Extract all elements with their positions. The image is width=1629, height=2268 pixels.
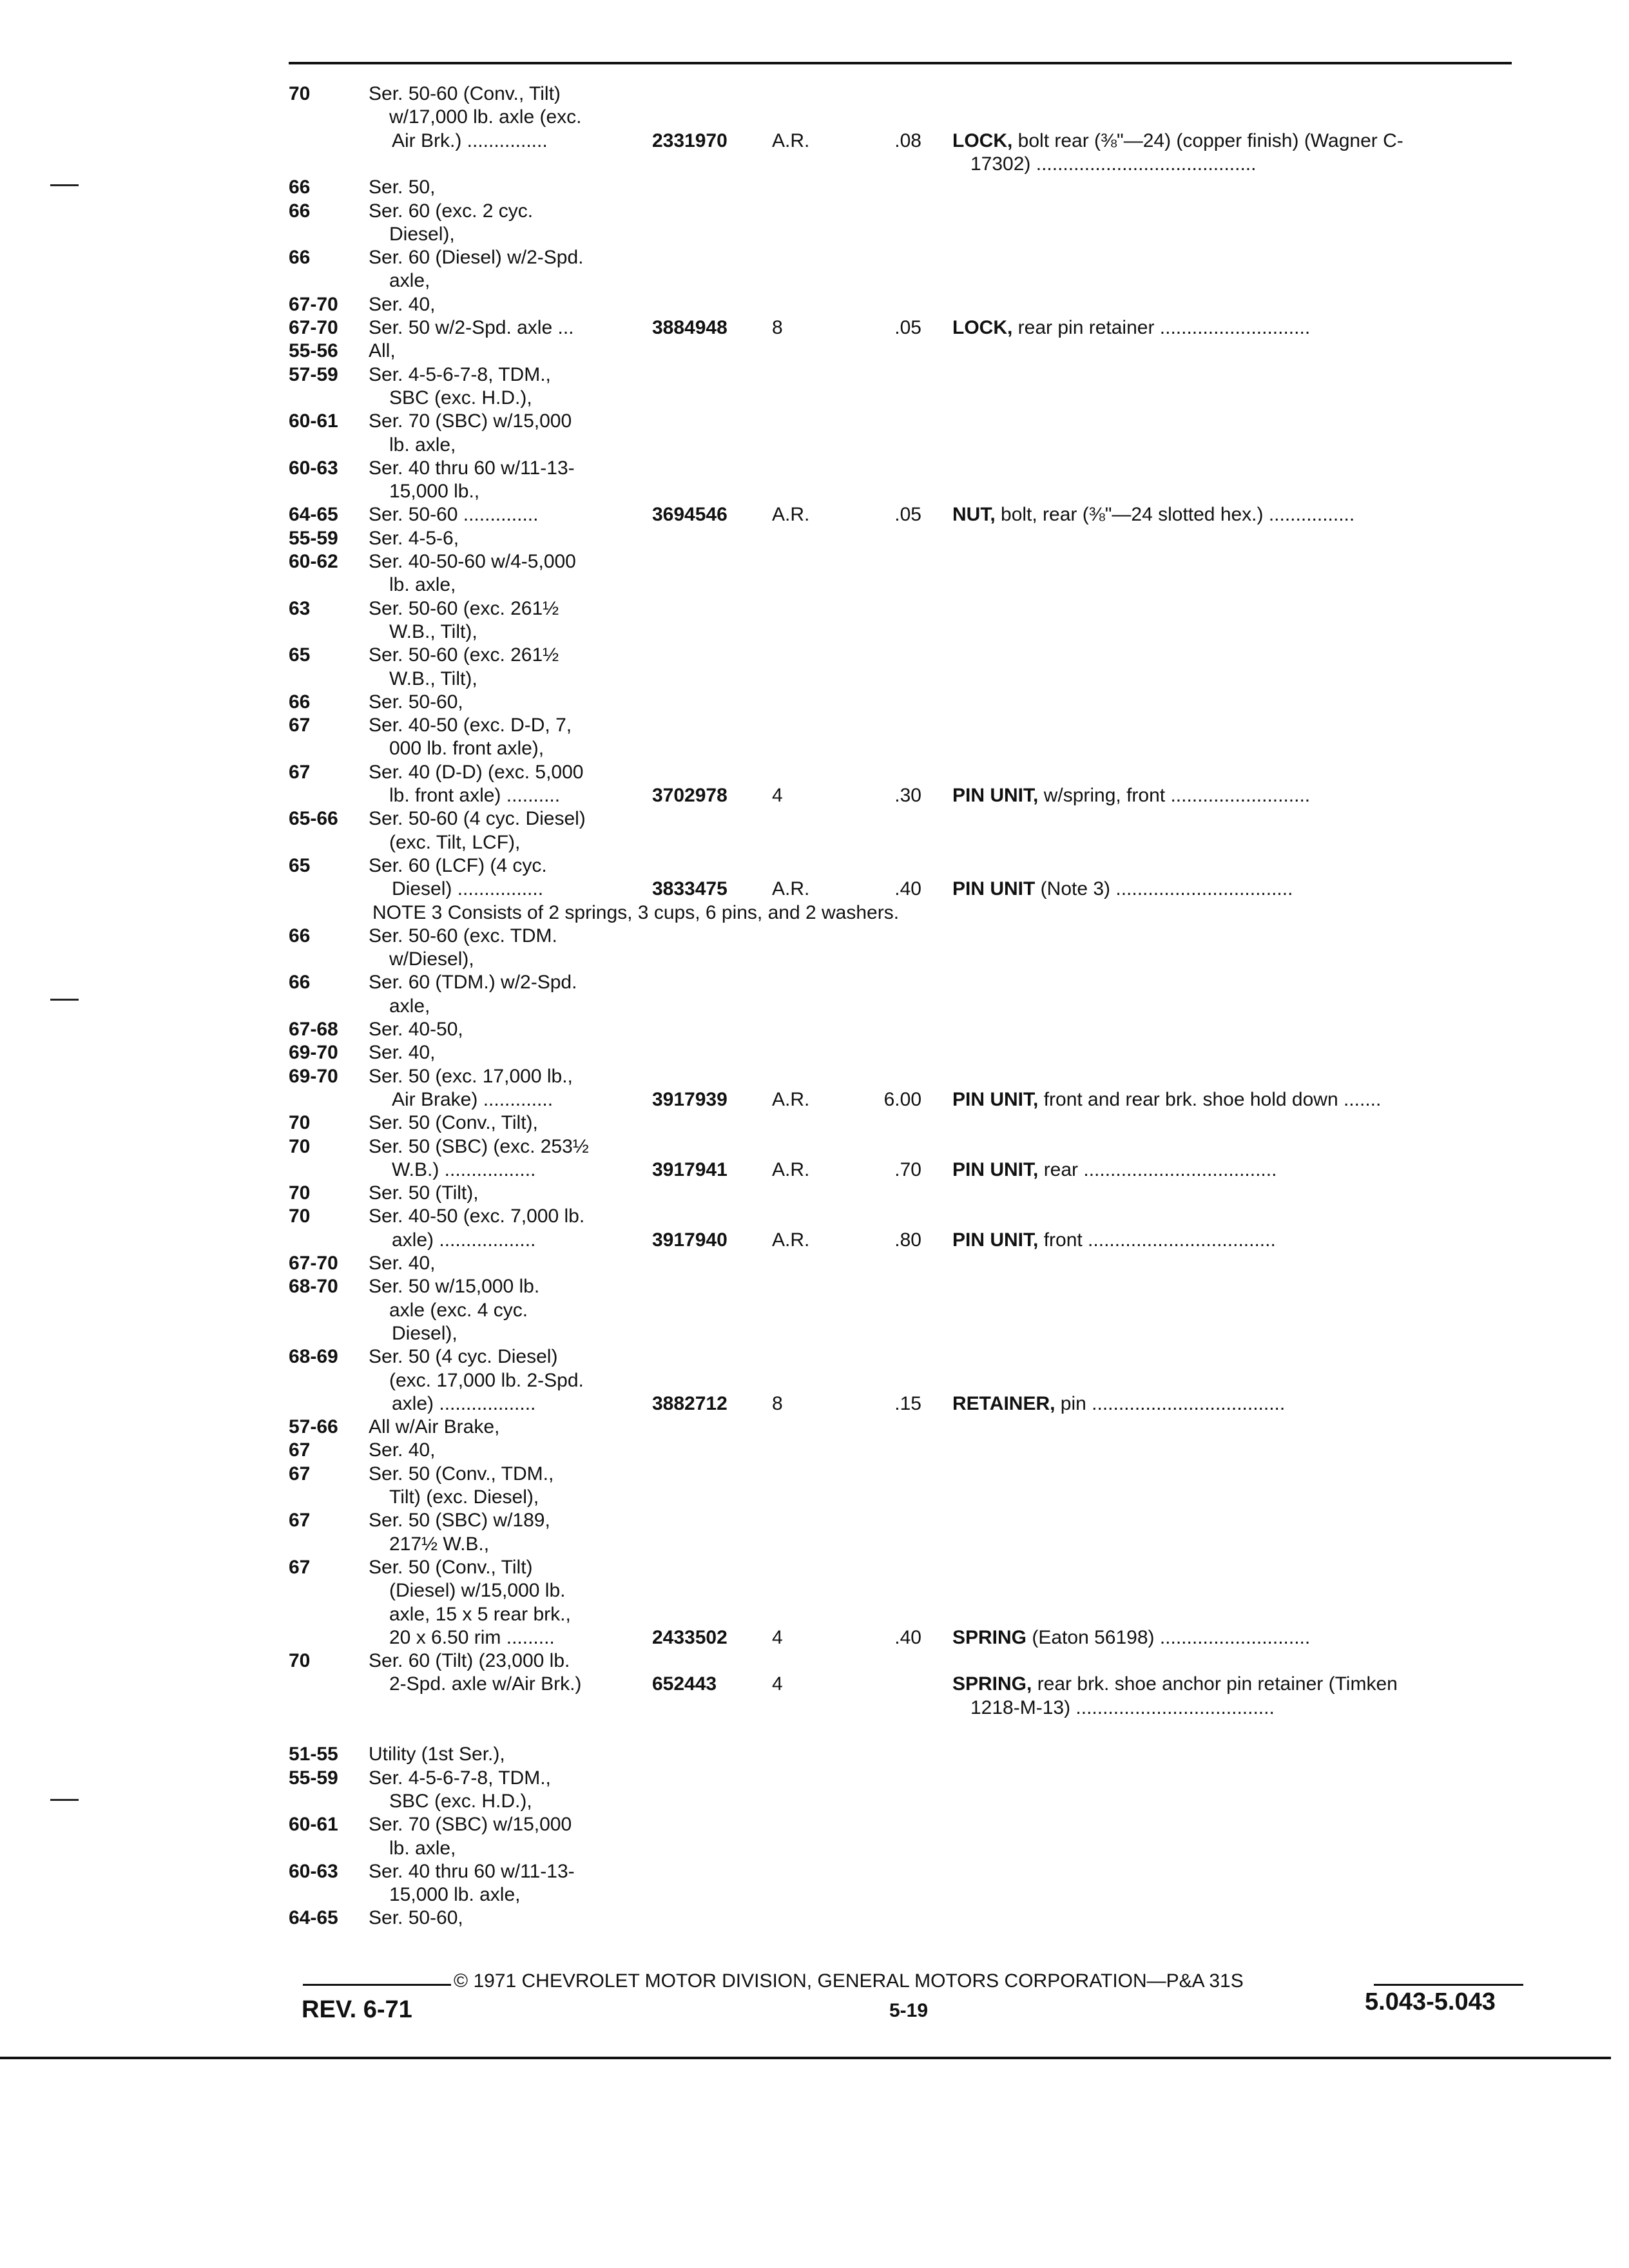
table-row [0,503,1629,526]
price: .40 [894,878,921,900]
part-description: w/spring, front .......................... [1038,785,1311,806]
application: Ser. 40-50-60 w/4-5,000 [369,551,576,572]
model-year: 67 [289,1463,311,1485]
table-row [0,620,1629,644]
application: Ser. 50-60 (exc. 261½ [369,597,559,619]
table-row [0,1041,1629,1064]
table-row [0,200,1629,223]
model-year: 67-68 [289,1019,338,1040]
price: .05 [894,317,921,338]
application: Ser. 4-5-6, [369,527,459,549]
table-row [0,1907,1629,1930]
application: Ser. 40, [369,293,436,315]
copyright-line: © 1971 CHEVROLET MOTOR DIVISION, GENERAL MOTORS CORPORATION—P&A 31S [454,1970,1244,1992]
application: lb. axle, [389,1837,456,1859]
price: .15 [894,1392,921,1414]
application: Ser. 60 (Diesel) w/2-Spd. [369,247,584,269]
model-year: 68-69 [289,1346,338,1368]
table-row [0,1649,1629,1673]
table-row [0,1369,1629,1392]
table-row [0,316,1629,340]
model-year: 55-59 [289,527,338,549]
model-year: 70 [289,1206,311,1227]
top-rule [289,62,1512,64]
application: (exc. 17,000 lb. 2-Spd. [389,1369,584,1391]
table-row [0,668,1629,691]
part-description: rear pin retainer ............................ [1012,317,1311,338]
price: .08 [894,130,921,151]
part-name: PIN UNIT, [952,1088,1039,1110]
application: lb. axle, [389,574,456,596]
model-year: 66 [289,247,311,269]
table-row [0,130,1629,153]
table-row [0,878,1629,901]
part-name: LOCK, [952,130,1013,151]
model-year: 60-63 [289,1860,338,1882]
application: Ser. 60 (exc. 2 cyc. [369,200,534,222]
table-row [0,1229,1629,1252]
quantity: A.R. [772,1088,810,1110]
model-year: 57-59 [289,363,338,385]
application: Ser. 40 thru 60 w/11-13- [369,457,575,479]
application: axle (exc. 4 cyc. [389,1299,528,1321]
table-row [0,995,1629,1018]
model-year: 55-56 [289,340,338,362]
table-row [0,106,1629,129]
application: Ser. 4-5-6-7-8, TDM., [369,363,551,385]
model-year: 67 [289,1439,311,1461]
quantity: A.R. [772,504,810,526]
table-row [0,1743,1629,1766]
table-row [0,1088,1629,1111]
table-row [0,1158,1629,1182]
description-continued: 1218-M-13) ..................................... [970,1696,1275,1718]
quantity: 4 [772,1673,783,1695]
quantity: 4 [772,785,783,806]
table-row [0,784,1629,807]
model-year: 66 [289,691,311,713]
model-year: 69-70 [289,1065,338,1087]
part-name: PIN UNIT, [952,785,1039,806]
application: 2-Spd. axle w/Air Brk.) [389,1673,582,1695]
application: Ser. 50-60 (4 cyc. Diesel) [369,808,586,830]
table-row [0,1111,1629,1135]
model-year: 70 [289,1182,311,1204]
description [952,1158,1513,1182]
model-year: 63 [289,597,311,619]
part-description: pin .................................... [1055,1392,1286,1414]
table-row [0,527,1629,550]
application: Tilt) (exc. Diesel), [389,1486,539,1508]
part-name: RETAINER, [952,1392,1055,1414]
model-year: 67-70 [289,293,338,315]
table-row [0,1392,1629,1416]
table-row [0,176,1629,199]
table-row [0,1603,1629,1626]
application: SBC (exc. H.D.), [389,1790,532,1812]
part-number: 3833475 [652,878,728,900]
application: Air Brk.) ............... [392,130,548,151]
application: W.B.) ................. [392,1158,536,1180]
table-row [0,1860,1629,1883]
table-row [0,1322,1629,1345]
table-row [0,807,1629,831]
application: lb. axle, [389,434,456,456]
description [952,1229,1513,1252]
quantity: 4 [772,1626,783,1648]
table-row [0,1065,1629,1088]
part-name: PIN UNIT, [952,1158,1039,1180]
part-number: 3917939 [652,1088,728,1110]
application: axle, [389,995,430,1017]
table-row [0,1135,1629,1158]
part-name: LOCK, [952,317,1013,338]
application: W.B., Tilt), [389,668,477,689]
model-year: 70 [289,1112,311,1134]
part-number: 2331970 [652,130,728,151]
table-row [0,1416,1629,1439]
application: Ser. 50 (4 cyc. Diesel) [369,1346,558,1368]
application: Ser. 40, [369,1439,436,1461]
table-row [0,1345,1629,1369]
table-row [0,831,1629,854]
application: Ser. 50 (SBC) (exc. 253½ [369,1135,589,1157]
table-row [0,387,1629,410]
application: Ser. 4-5-6-7-8, TDM., [369,1767,551,1789]
application: axle) .................. [392,1392,536,1414]
description [952,1392,1513,1416]
part-name: SPRING [952,1626,1027,1648]
application: lb. front axle) .......... [389,785,561,806]
table-row [0,573,1629,597]
application: Ser. 50-60 .............. [369,504,539,526]
application: Diesel), [389,223,455,245]
table-row [0,1883,1629,1907]
application: Ser. 50 w/15,000 lb. [369,1276,540,1298]
model-year: 65-66 [289,808,338,830]
part-name: PIN UNIT [952,878,1036,900]
part-number: 2433502 [652,1626,728,1648]
table-row [0,1813,1629,1836]
table-row [0,340,1629,363]
revision-label: REV. 6-71 [302,1996,412,2023]
model-year: 60-61 [289,1814,338,1836]
model-year: 70 [289,1135,311,1157]
application: Ser. 40 (D-D) (exc. 5,000 [369,761,584,783]
application: Ser. 50 (SBC) w/189, [369,1510,550,1532]
application: Ser. 50 (exc. 17,000 lb., [369,1065,573,1087]
application: Ser. 50 (Conv., Tilt), [369,1112,538,1134]
table-row [0,901,1629,925]
application: Air Brake) ............. [392,1088,554,1110]
part-number: 3694546 [652,504,728,526]
application: SBC (exc. H.D.), [389,387,532,408]
table-row [0,1509,1629,1532]
price: 6.00 [883,1088,921,1110]
part-number: 3882712 [652,1392,728,1414]
application: Ser. 40, [369,1253,436,1274]
quantity: 8 [772,317,783,338]
model-year: 67 [289,761,311,783]
table-row [0,550,1629,573]
application: All, [369,340,396,362]
table-row [0,971,1629,994]
application: Ser. 50-60 (Conv., Tilt) [369,83,561,104]
table-row [0,925,1629,948]
price: .40 [894,1626,921,1648]
application: axle) .................. [392,1229,536,1251]
table-row [0,1252,1629,1275]
model-year: 68-70 [289,1276,338,1298]
table-row [0,1720,1629,1743]
page-number: 5-19 [889,2000,929,2021]
application: Ser. 50-60 (exc. 261½ [369,644,559,666]
table-row [0,480,1629,503]
table-row [0,82,1629,106]
group-number: 5.043-5.043 [1365,1988,1496,2015]
model-year: 66 [289,200,311,222]
application: Ser. 50 (Conv., Tilt) [369,1556,533,1578]
application: Ser. 50-60 (exc. TDM. [369,925,557,947]
application: Ser. 40-50, [369,1019,463,1040]
table-row [0,854,1629,878]
model-year: 60-61 [289,410,338,432]
model-year: 66 [289,177,311,198]
application: All w/Air Brake, [369,1416,500,1438]
application: W.B., Tilt), [389,620,477,642]
application: Ser. 50, [369,177,436,198]
application: Ser. 40-50 (exc. 7,000 lb. [369,1206,585,1227]
application: (Diesel) w/15,000 lb. [389,1580,566,1602]
table-row [0,246,1629,269]
description [952,130,1513,153]
table-row [0,1767,1629,1790]
application: Ser. 50-60, [369,691,463,713]
table-row [0,293,1629,316]
model-year: 64-65 [289,1907,338,1929]
part-description: bolt, rear (⅜"—24 slotted hex.) ................ [995,504,1355,526]
table-row [0,714,1629,737]
model-year: 67 [289,715,311,736]
table-row [0,761,1629,784]
part-name: NUT, [952,504,996,526]
table-row [0,1299,1629,1322]
table-row [0,1439,1629,1462]
bottom-rule [0,2057,1611,2059]
application: Ser. 60 (Tilt) (23,000 lb. [369,1650,570,1672]
table-row [0,363,1629,387]
part-description: front and rear brk. shoe hold down ....... [1038,1088,1382,1110]
description [952,784,1513,807]
table-row [0,1696,1629,1720]
table-row [0,1275,1629,1298]
part-description: (Eaton 56198) ............................ [1027,1626,1311,1648]
application: 000 lb. front axle), [389,738,545,760]
table-row [0,1486,1629,1509]
model-year: 60-62 [289,551,338,572]
model-year: 55-59 [289,1767,338,1789]
application: Ser. 70 (SBC) w/15,000 [369,1814,572,1836]
table-row [0,1463,1629,1486]
table-row [0,1533,1629,1556]
part-number: 3702978 [652,785,728,806]
application: 15,000 lb., [389,481,480,503]
model-year: 57-66 [289,1416,338,1438]
application: (exc. Tilt, LCF), [389,831,521,853]
note-text: NOTE 3 Consists of 2 springs, 3 cups, 6 pins, and 2 washers. [372,901,900,923]
quantity: 8 [772,1392,783,1414]
description-continued: 17302) ......................................... [970,153,1257,175]
application: w/Diesel), [389,948,474,970]
model-year: 70 [289,1650,311,1672]
part-description: bolt rear (⅜"—24) (copper finish) (Wagner C- [1012,130,1403,151]
price: .80 [894,1229,921,1251]
price: .70 [894,1158,921,1180]
model-year: 67 [289,1556,311,1578]
table-row [0,153,1629,176]
application: Utility (1st Ser.), [369,1744,505,1765]
description [952,503,1513,526]
description [952,1626,1513,1649]
model-year: 67-70 [289,317,338,338]
model-year: 65 [289,644,311,666]
application: w/17,000 lb. axle (exc. [389,106,582,128]
quantity: A.R. [772,130,810,151]
table-row [0,1205,1629,1228]
application: axle, [389,270,430,292]
application: Ser. 50 (Conv., TDM., [369,1463,554,1485]
model-year: 67 [289,1510,311,1532]
description [952,1088,1513,1111]
footer-rule-left [303,1984,451,1986]
application: Ser. 40 thru 60 w/11-13- [369,1860,575,1882]
model-year: 51-55 [289,1744,338,1765]
application: Ser. 70 (SBC) w/15,000 [369,410,572,432]
application: Ser. 50 w/2-Spd. axle ... [369,317,574,338]
model-year: 64-65 [289,504,338,526]
description [952,316,1513,340]
application: 20 x 6.50 rim ......... [389,1626,555,1648]
price: .05 [894,504,921,526]
part-number: 3917941 [652,1158,728,1180]
price: .30 [894,785,921,806]
application: Ser. 60 (LCF) (4 cyc. [369,854,547,876]
model-year: 65 [289,854,311,876]
model-year: 67-70 [289,1253,338,1274]
application: Ser. 40-50 (exc. D-D, 7, [369,715,572,736]
table-row [0,457,1629,480]
model-year: 69-70 [289,1042,338,1064]
part-description: rear .................................... [1038,1158,1277,1180]
table-row [0,948,1629,971]
application: Ser. 40, [369,1042,436,1064]
quantity: A.R. [772,1158,810,1180]
part-description: front ................................... [1038,1229,1276,1251]
table-row [0,1673,1629,1696]
table-row [0,1626,1629,1649]
application: 15,000 lb. axle, [389,1884,521,1906]
description [952,1673,1513,1696]
table-row [0,1837,1629,1860]
model-year: 66 [289,925,311,947]
quantity: A.R. [772,1229,810,1251]
part-name: PIN UNIT, [952,1229,1039,1251]
part-number: 3917940 [652,1229,728,1251]
quantity: A.R. [772,878,810,900]
model-year: 70 [289,83,311,104]
application: Ser. 50 (Tilt), [369,1182,479,1204]
model-year: 66 [289,972,311,994]
footer-rule-right [1374,1984,1523,1986]
table-row [0,644,1629,667]
table-row [0,737,1629,760]
application: Diesel) ................ [392,878,544,900]
table-row [0,410,1629,433]
application: 217½ W.B., [389,1533,490,1555]
application: Diesel), [392,1322,458,1344]
application: axle, 15 x 5 rear brk., [389,1603,571,1625]
table-row [0,1556,1629,1579]
part-description: rear brk. shoe anchor pin retainer (Timken [1032,1673,1398,1695]
table-row [0,434,1629,457]
table-row [0,269,1629,293]
table-row [0,1018,1629,1041]
description [952,878,1513,901]
part-description: (Note 3) ................................. [1035,878,1293,900]
part-number: 652443 [652,1673,717,1695]
table-row [0,1182,1629,1205]
part-name: SPRING, [952,1673,1032,1695]
table-row [0,1579,1629,1602]
table-row [0,223,1629,246]
table-row [0,597,1629,620]
application: Ser. 50-60, [369,1907,463,1929]
part-number: 3884948 [652,317,728,338]
table-row [0,1790,1629,1813]
model-year: 60-63 [289,457,338,479]
application: Ser. 60 (TDM.) w/2-Spd. [369,972,577,994]
table-row [0,691,1629,714]
